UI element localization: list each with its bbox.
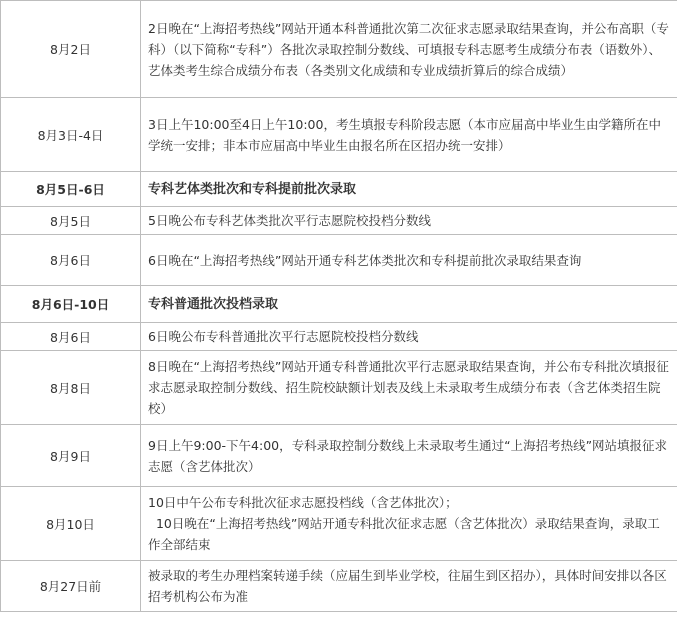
date-cell: 8月6日 <box>1 235 141 286</box>
date-cell: 8月9日 <box>1 425 141 487</box>
description-cell <box>141 323 677 351</box>
description-cell <box>141 561 677 612</box>
table-row <box>1 487 677 561</box>
description-text: 10日晚在“上海招考热线”网站开通专科批次征求志愿（含艺体批次）录取结果查询，录取工作全部结束 <box>148 516 660 552</box>
table-row <box>1 235 677 286</box>
section-title-cell <box>141 172 677 207</box>
section-header-row <box>1 286 677 323</box>
description-text: 5日晚公布专科艺体类批次平行志愿院校投档分数线 <box>148 213 431 228</box>
description-cell <box>141 487 677 561</box>
description-cell <box>141 351 677 425</box>
description-text: 被录取的考生办理档案转递手续（应届生到毕业学校，往届生到区招办），具体时间安排以各区招考机构公布为准 <box>148 568 667 604</box>
date-cell: 8月6日 <box>1 323 141 351</box>
table-row <box>1 425 677 487</box>
section-date-cell: 8月6日-10日 <box>1 286 141 323</box>
description-cell <box>141 98 677 172</box>
date-cell: 8月10日 <box>1 487 141 561</box>
table-row <box>1 1 677 98</box>
table-row <box>1 207 677 235</box>
description-cell <box>141 235 677 286</box>
table-row <box>1 561 677 612</box>
date-cell: 8月27日前 <box>1 561 141 612</box>
description-text: 10日中午公布专科批次征求志愿投档线（含艺体批次）； <box>148 495 458 510</box>
description-cell <box>141 425 677 487</box>
table-row <box>1 351 677 425</box>
description-text: 9日上午9:00-下午4:00，专科录取控制分数线上未录取考生通过“上海招考热线”网站填报征求志愿（含艺体批次） <box>148 437 668 474</box>
date-cell: 8月3日-4日 <box>1 98 141 172</box>
section-title-cell <box>141 286 677 323</box>
date-cell: 8月5日 <box>1 207 141 235</box>
section-title: 专科艺体类批次和专科提前批次录取 <box>148 181 357 197</box>
table-row <box>1 98 677 172</box>
description-text: 6日晚公布专科普通批次平行志愿院校投档分数线 <box>148 329 419 344</box>
description-text: 3日上午10:00至4日上午10:00，考生填报专科阶段志愿（本市应届高中毕业生由学籍所在中学统一安排；非本市应届高中毕业生由报名所在区招办统一安排） <box>148 116 661 153</box>
description-cell <box>141 207 677 235</box>
date-cell: 8月8日 <box>1 351 141 425</box>
section-header-row <box>1 172 677 207</box>
date-cell: 8月2日 <box>1 1 141 98</box>
section-date-cell: 8月5日-6日 <box>1 172 141 207</box>
table-row <box>1 323 677 351</box>
description-text: 6日晚在“上海招考热线”网站开通专科艺体类批次和专科提前批次录取结果查询 <box>148 252 582 268</box>
description-text: 2日晚在“上海招考热线”网站开通本科普通批次第二次征求志愿录取结果查询，并公布高职（专科）（以下简称“专科”）各批次录取控制分数线、可填报专科志愿考生成绩分布表（语数外）、艺体类考生综合成绩分布表（各类别文化成绩和专业成绩折算后的综合成绩） <box>148 20 669 78</box>
section-title: 专科普通批次投档录取 <box>148 296 279 312</box>
description-cell <box>141 1 677 98</box>
description-text: 8日晚在“上海招考热线”网站开通专科普通批次平行志愿录取结果查询，并公布专科批次填报征求志愿录取控制分数线、招生院校缺额计划表及线上未录取考生成绩分布表（含艺体类招生院校） <box>148 359 669 416</box>
